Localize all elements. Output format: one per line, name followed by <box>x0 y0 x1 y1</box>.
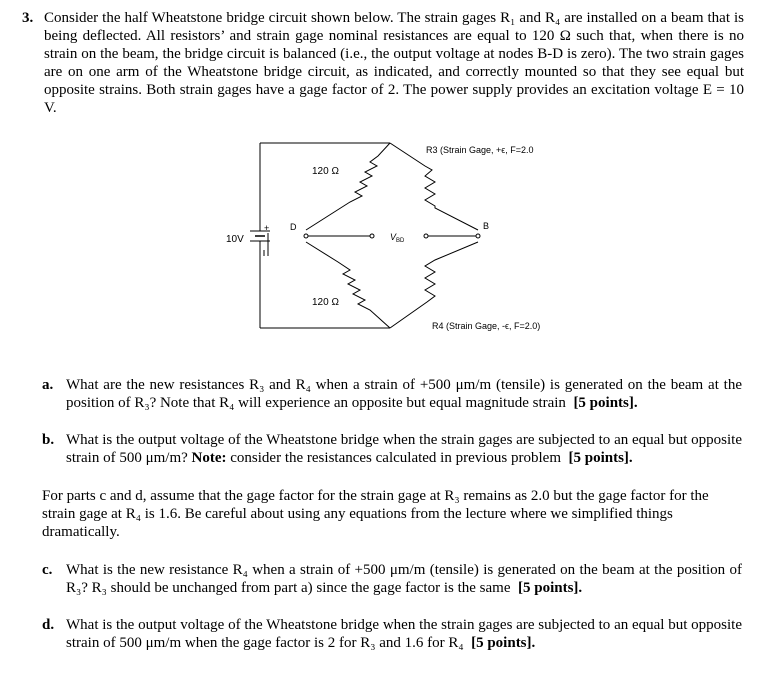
part-a-label: a. <box>42 377 54 393</box>
r2-resistor <box>306 242 390 328</box>
vbd-terminal-right <box>424 234 428 238</box>
node-b-label: B <box>483 221 490 231</box>
node-b-terminal <box>476 234 480 238</box>
part-c <box>42 561 742 597</box>
part-a-text: What are the new resistances R₃ and R₄ when a strain of +500 μm/m (tensile) is generated on the beam at the position of R₃? Note that R₄ will experience an opposite but equal magnitude strain [5 points]. <box>66 377 742 411</box>
vbd-terminal-left <box>370 234 374 238</box>
r4-resistor <box>390 242 478 328</box>
part-d-points: [5 points]. <box>471 635 536 651</box>
wheatstone-bridge-diagram <box>220 138 580 338</box>
r3-label: R3 (Strain Gage, +ϵ, F=2.0 <box>426 145 534 155</box>
part-d <box>42 616 742 652</box>
part-d-label: d. <box>42 617 55 633</box>
bridge-svg <box>220 138 580 338</box>
part-b-text: What is the output voltage of the Wheatstone bridge when the strain gages are subjected to an equal but opposite strain of 500 μm/m? Note: consider the resistances calculated in previous problem [5 points]. <box>66 432 742 466</box>
r1-resistor <box>306 143 390 230</box>
problem-statement <box>22 9 744 117</box>
r4-label: R4 (Strain Gage, -ϵ, F=2.0) <box>432 321 541 331</box>
part-c-text: What is the new resistance R₄ when a strain of +500 μm/m (tensile) is generated on the beam at the position of R₃? R₃ should be unchanged from part a) since the gage factor is the same [5 points]. <box>66 562 742 596</box>
part-b-label: b. <box>42 432 55 448</box>
part-c-points: [5 points]. <box>517 580 583 596</box>
part-b-points: [5 points]. <box>568 450 633 466</box>
r1-label: 120 Ω <box>312 166 339 177</box>
part-a-points: [5 points]. <box>573 395 638 411</box>
r2-label: 120 Ω <box>312 297 339 308</box>
source-label: 10V <box>226 234 244 245</box>
parts-cd-intro: For parts c and d, assume that the gage factor for the strain gage at R₃ remains as 2.0 but the gage factor for the strain gage at R₄ is 1.6. Be careful about using any equations from the lecture where we simplified things dramatically. <box>42 488 709 540</box>
part-b-note: Note: <box>191 450 227 466</box>
part-d-text: What is the output voltage of the Wheatstone bridge when the strain gages are subjected to an equal but opposite strain of 500 μm/m when the gage factor is 2 for R₃ and 1.6 for R₄ [5 points]. <box>66 617 742 651</box>
battery-plus: + <box>264 223 270 233</box>
problem-text: Consider the half Wheatstone bridge circuit shown below. The strain gages R₁ and R₄ are installed on a beam that is being deflected. All resistors’ and strain gage nominal resistances are equal to 120 Ω such that, when there is no strain on the beam, the bridge circuit is balanced (i.e., the output voltage at nodes B-D is zero). The two strain gages are on one arm of the Wheatstone bridge circuit, as indicated, and correctly mounted so that they see equal but opposite strains. Both strain gages have a gage factor of 2. The power supply provides an excitation voltage E = 10 V. <box>44 10 744 116</box>
part-c-label: c. <box>42 562 53 578</box>
part-b <box>42 431 742 467</box>
part-a <box>42 376 742 412</box>
problem-number: 3. <box>22 10 34 26</box>
node-d-terminal <box>304 234 308 238</box>
vbd-label: $V_{BD}$ <box>390 232 405 244</box>
r3-resistor <box>390 143 478 230</box>
node-d-label: D <box>290 222 297 232</box>
